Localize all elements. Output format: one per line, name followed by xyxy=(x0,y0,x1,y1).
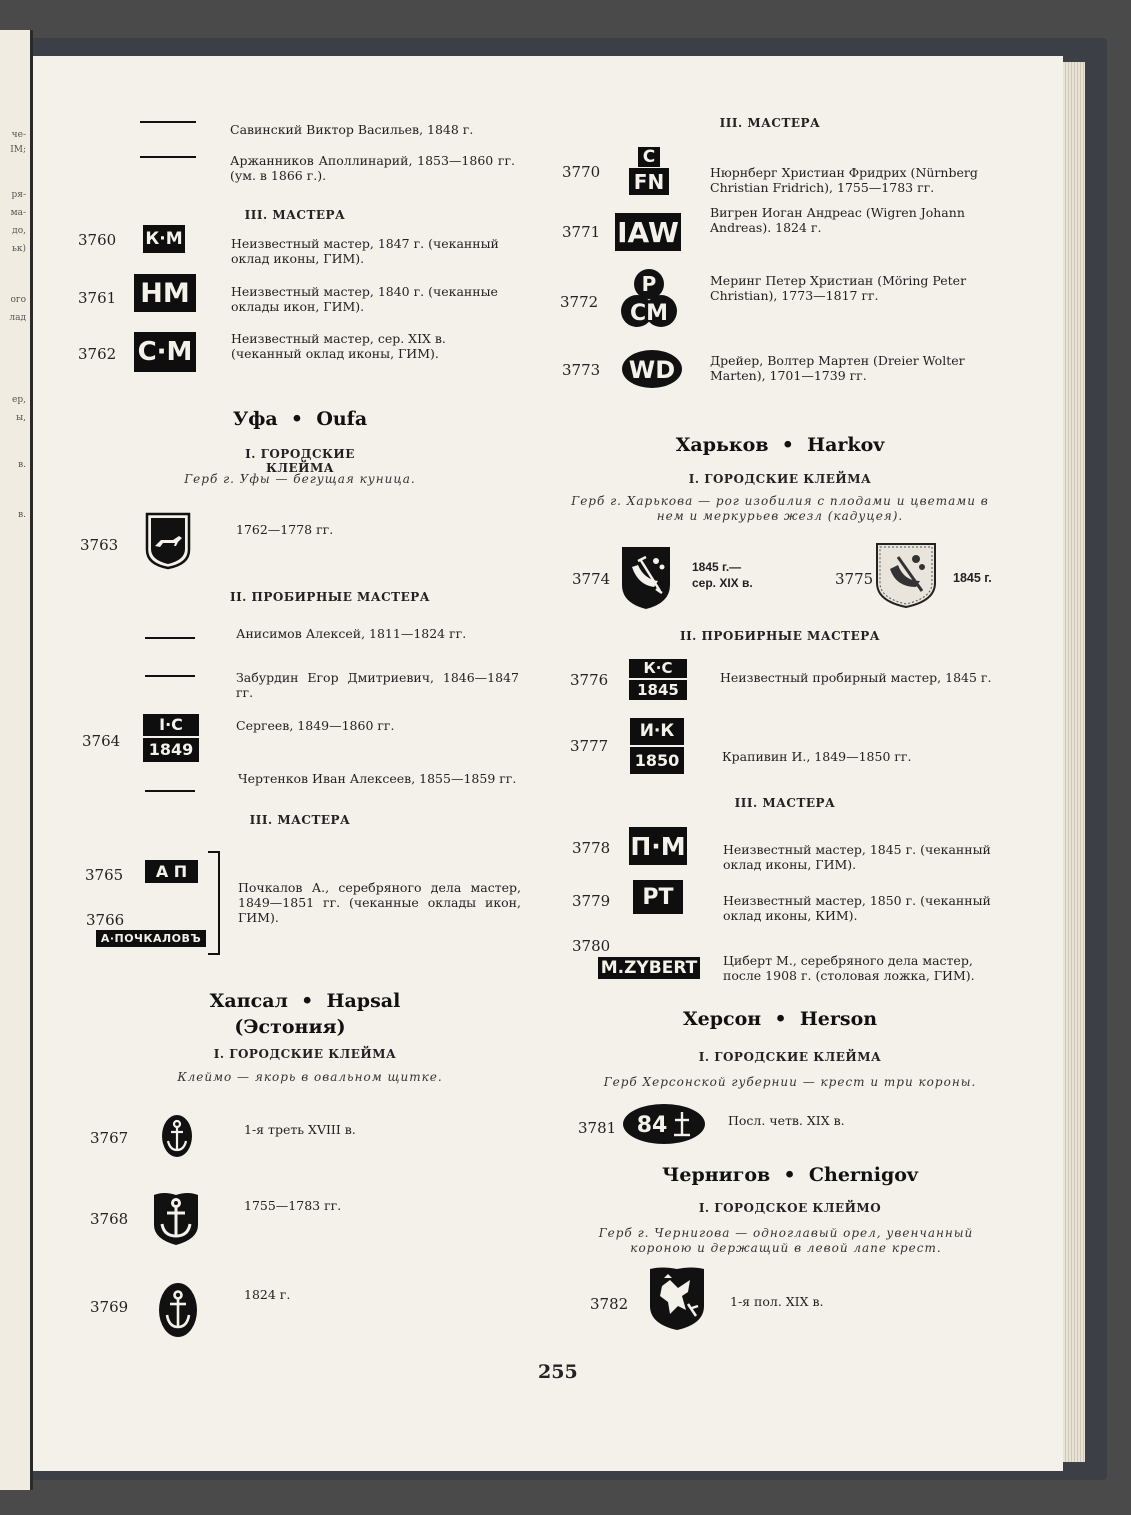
hallmark-oval xyxy=(622,1103,706,1145)
hallmark-bottom: CM xyxy=(629,301,669,326)
entry-text: Анисимов Алексей, 1811—1824 гг. xyxy=(236,626,467,641)
fragment: че- xyxy=(11,130,26,140)
mark-number: 3761 xyxy=(78,289,117,307)
section-heading: I. ГОРОДСКИЕ КЛЕЙМА xyxy=(245,447,355,475)
hallmark: M.ZYBERT xyxy=(598,957,700,979)
hallmark xyxy=(629,147,669,195)
hallmark: А·ПОЧКАЛОВЪ xyxy=(96,930,206,947)
section-heading: III. МАСТЕРА xyxy=(249,813,351,827)
mark-number: 3771 xyxy=(562,223,601,241)
dash xyxy=(140,156,196,158)
hallmark: С·М xyxy=(134,332,196,372)
entry-text: Циберт М., серебряного дела мастер, после 1908 г. (столовая ложка, ГИМ). xyxy=(723,953,975,983)
city-title xyxy=(660,434,900,456)
fragment: лад xyxy=(9,313,26,323)
city-title-ru: Уфа xyxy=(232,408,278,430)
mark-number: 3775 xyxy=(835,570,874,588)
mark-number: 3760 xyxy=(78,231,117,249)
hallmark-oval xyxy=(620,348,684,390)
caption: Клеймо — якорь в овальном щитке. xyxy=(177,1070,443,1084)
hallmark: П·М xyxy=(629,827,687,865)
city-title xyxy=(180,990,430,1012)
section-heading: III. МАСТЕРА xyxy=(244,208,346,222)
entry-text: Неизвестный мастер, 1847 г. (чеканный оклад иконы, ГИМ). xyxy=(231,236,499,266)
section-heading: I. ГОРОДСКИЕ КЛЕЙМА xyxy=(698,1050,882,1064)
hallmark-bottom: FN xyxy=(629,168,669,195)
caption: Герб г. Харькова — рог изобилия с плодами и цветами в нем и меркурьев жезл (кадуцея). xyxy=(571,494,989,523)
mark-number: 3773 xyxy=(562,361,601,379)
hallmark-top: P xyxy=(641,272,657,296)
city-title xyxy=(650,1164,930,1186)
entry-text: 1-я треть XVIII в. xyxy=(244,1122,356,1137)
bracket xyxy=(208,851,220,955)
dash xyxy=(145,637,195,639)
caption: Герб Херсонской губернии — крест и три короны. xyxy=(603,1075,977,1089)
city-title-en: Harkov xyxy=(807,434,885,456)
entry-text: Дрейер, Волтер Мартен (Dreier Wolter Marten), 1701—1739 гг. xyxy=(710,353,965,383)
hallmark: РТ xyxy=(633,880,683,914)
mark-number: 3781 xyxy=(578,1119,617,1137)
city-title-ru: Чернигов xyxy=(662,1164,771,1186)
entry-text: Нюрнберг Христиан Фридрих (Nürnberg Christian Fridrich), 1755—1783 гг. xyxy=(710,165,978,195)
entry-text: Забурдин Егор Дмитриевич, 1846—1847 гг. xyxy=(236,670,519,700)
anchor-oval-icon xyxy=(160,1113,194,1159)
entry-text: 1755—1783 гг. xyxy=(244,1198,342,1213)
entry-text-line: 1845 г.— xyxy=(692,560,742,574)
entry-text: Почкалов А., серебряного дела мастер, 1849—1851 гг. (чеканные оклады икон, ГИМ). xyxy=(238,880,521,925)
hallmark xyxy=(629,659,687,700)
city-title-en: Herson xyxy=(799,1008,878,1030)
entry-text xyxy=(692,559,802,591)
entry-text: Сергеев, 1849—1860 гг. xyxy=(236,718,395,733)
city-title-en: Oufa xyxy=(316,408,368,430)
entry-text: Посл. четв. XIX в. xyxy=(728,1113,845,1128)
entry-text: Неизвестный пробирный мастер, 1845 г. xyxy=(720,670,992,685)
mark-number: 3766 xyxy=(86,911,125,929)
mark-number: 3780 xyxy=(572,937,611,955)
city-title xyxy=(200,408,400,430)
city-title xyxy=(670,1008,890,1030)
hallmark-bottom: 1845 xyxy=(637,681,679,699)
caption: Герб г. Уфы — бегущая куница. xyxy=(184,472,416,486)
hallmark-text: 84 xyxy=(636,1113,668,1138)
entry-text: 1762—1778 гг. xyxy=(236,522,334,537)
hallmark: IAW xyxy=(615,213,681,251)
section-heading: III. МАСТЕРА xyxy=(734,796,836,810)
fragment: IМ; xyxy=(10,145,26,155)
hallmark: К·М xyxy=(143,225,185,253)
bullet: • xyxy=(774,1008,787,1030)
city-title-ru: Херсон xyxy=(682,1008,762,1030)
mark-number: 3776 xyxy=(570,671,609,689)
hallmark-bottom: 1850 xyxy=(634,751,680,770)
entry-text: Меринг Петер Христиан (Möring Peter Christian), 1773—1817 гг. xyxy=(710,273,967,303)
mark-number: 3767 xyxy=(90,1129,129,1147)
entry-text: Крапивин И., 1849—1850 гг. xyxy=(722,749,912,764)
fragment: в. xyxy=(18,510,26,520)
fragment: ма- xyxy=(10,208,26,218)
mark-number: 3765 xyxy=(85,866,124,884)
city-title-ru: Хапсал xyxy=(209,990,288,1012)
entry-text: 1845 г. xyxy=(953,571,992,585)
anchor-oval-icon xyxy=(158,1282,198,1338)
section-heading: I. ГОРОДСКИЕ КЛЕЙМА xyxy=(688,472,872,486)
mark-number: 3782 xyxy=(590,1295,629,1313)
mark-number: 3763 xyxy=(80,536,119,554)
entry-text: Неизвестный мастер, 1845 г. (чеканный оклад иконы, ГИМ). xyxy=(723,842,991,872)
running-marten-shield-icon xyxy=(145,512,191,570)
cornucopia-shield-icon xyxy=(620,545,672,611)
city-title-en: Chernigov xyxy=(808,1164,918,1186)
mark-number: 3777 xyxy=(570,737,609,755)
mark-number: 3768 xyxy=(90,1210,129,1228)
dash xyxy=(145,675,195,677)
cornucopia-shield-outline-icon xyxy=(874,541,938,609)
entry-text-line: сер. XIX в. xyxy=(692,576,753,590)
entry-text: Аржанников Аполлинарий, 1853—1860 гг. (ум. в 1866 г.). xyxy=(230,153,515,183)
section-heading: III. МАСТЕРА xyxy=(719,116,821,130)
entry-text: Неизвестный мастер, 1840 г. (чеканные оклады икон, ГИМ). xyxy=(231,284,498,314)
dash xyxy=(140,121,196,123)
section-heading: II. ПРОБИРНЫЕ МАСТЕРА xyxy=(679,629,881,643)
hallmark: НМ xyxy=(134,274,196,312)
bullet: • xyxy=(301,990,314,1012)
mark-number: 3772 xyxy=(560,293,599,311)
fragment: ря- xyxy=(11,190,26,200)
mark-number: 3779 xyxy=(572,892,611,910)
fragment: ьк) xyxy=(11,244,26,254)
entry-text: 1824 г. xyxy=(244,1287,291,1302)
hallmark-top: C xyxy=(638,147,660,167)
city-title-en: Hapsal xyxy=(326,990,401,1012)
hallmark-text: WD xyxy=(628,356,676,384)
fragment: в. xyxy=(18,460,26,470)
section-heading: I. ГОРОДСКИЕ КЛЕЙМА xyxy=(213,1047,397,1061)
hallmark-top: И·К xyxy=(630,718,684,747)
hallmark-top: I·С xyxy=(143,714,199,738)
entry-text: Неизвестный мастер, 1850 г. (чеканный оклад иконы, КИМ). xyxy=(723,893,991,923)
fragment: до, xyxy=(12,226,26,236)
city-title-ru: Харьков xyxy=(675,434,769,456)
mark-number: 3764 xyxy=(82,732,121,750)
caption: Герб г. Чернигова — одноглавый орел, увенчанный короною и держащий в левой лапе крест. xyxy=(598,1226,974,1255)
anchor-shield-icon xyxy=(152,1191,200,1247)
mark-number: 3770 xyxy=(562,163,601,181)
bullet: • xyxy=(783,1164,796,1186)
entry-text: 1-я пол. XIX в. xyxy=(730,1294,824,1309)
fragment: ер, xyxy=(12,395,26,405)
bullet: • xyxy=(290,408,304,430)
mark-number: 3762 xyxy=(78,345,117,363)
hallmark-top: К·С xyxy=(629,659,687,680)
eagle-shield-icon xyxy=(648,1266,706,1332)
page-number: 255 xyxy=(538,1361,578,1383)
city-subtitle: (Эстония) xyxy=(234,1016,346,1038)
page-edges xyxy=(1063,62,1085,1462)
hallmark xyxy=(143,714,199,762)
mark-number: 3774 xyxy=(572,570,611,588)
hallmark-bottom: 1849 xyxy=(148,740,194,759)
entry-text: Чертенков Иван Алексеев, 1855—1859 гг. xyxy=(238,771,517,786)
fragment: ого xyxy=(10,295,26,305)
section-heading: II. ПРОБИРНЫЕ МАСТЕРА xyxy=(229,590,431,604)
fragment: ы, xyxy=(15,413,26,423)
dash xyxy=(145,790,195,792)
section-heading: I. ГОРОДСКОЕ КЛЕЙМО xyxy=(698,1201,882,1215)
mark-number: 3769 xyxy=(90,1298,129,1316)
hallmark: А П xyxy=(145,860,198,883)
entry-text: Вигрен Иоган Андреас (Wigren Johann Andreas). 1824 г. xyxy=(710,205,965,235)
entry-text: Савинский Виктор Васильев, 1848 г. xyxy=(230,122,474,137)
hallmark-trefoil xyxy=(620,267,678,329)
previous-page-edge xyxy=(0,30,33,1490)
hallmark xyxy=(630,718,684,774)
mark-number: 3778 xyxy=(572,839,611,857)
entry-text: Неизвестный мастер, сер. XIX в. (чеканный оклад иконы, ГИМ). xyxy=(231,331,446,361)
bullet: • xyxy=(781,434,794,456)
